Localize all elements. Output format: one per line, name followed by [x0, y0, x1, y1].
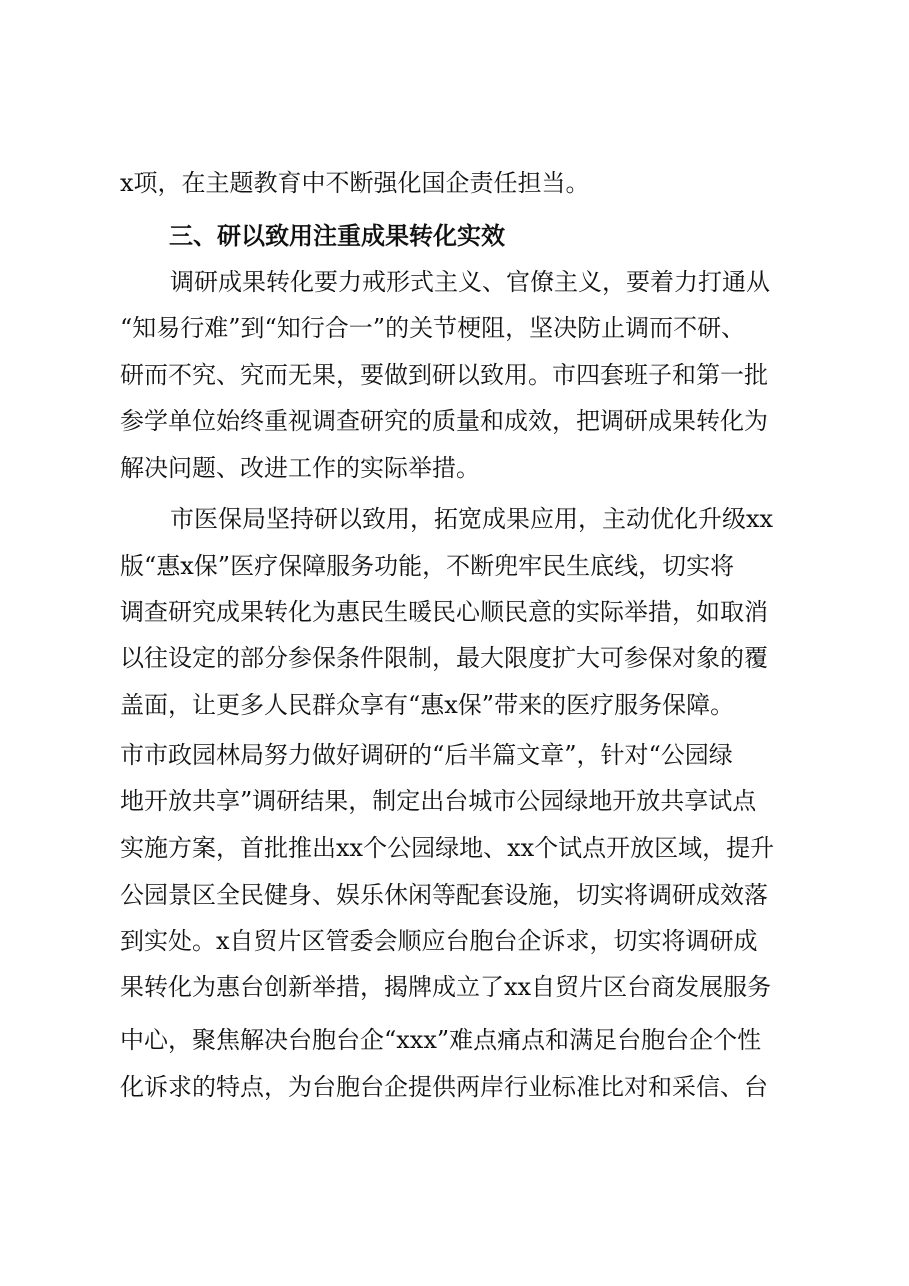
text-line-content: 市市政园林局努力做好调研的“后半篇文章”，针对“公园绿	[120, 741, 733, 769]
text-line-content: 市医保局坚持研以致用，拓宽成果应用，主动优化升级xx	[170, 505, 774, 533]
text-line-content: 中心，聚焦解决台胞台企“xxx”难点痛点和满足台胞台企个性	[120, 1026, 762, 1054]
text-line	[0, 163, 909, 203]
text-line	[0, 875, 909, 915]
text-line-content: 参学单位始终重视调查研究的质量和成效，把调研成果转化为	[120, 407, 768, 435]
text-line-content: “知易行难”到“知行合一”的关节梗阻，坚决防止调而不研、	[120, 314, 746, 342]
text-line	[0, 499, 909, 539]
text-line-content: 盖面，让更多人民群众享有“惠x保”带来的医疗服务保障。	[120, 691, 735, 719]
text-line-content: 实施方案，首批推出xx个公园绿地、xx个试点开放区域，提升	[120, 834, 775, 862]
text-line-content: 研而不究、究而无果，要做到研以致用。市四套班子和第一批	[120, 361, 768, 389]
text-line	[0, 1067, 909, 1107]
text-line	[0, 735, 909, 775]
text-line	[0, 355, 909, 395]
text-line	[0, 592, 909, 632]
section-heading	[0, 216, 909, 256]
text-line-content: 公园景区全民健身、娱乐休闲等配套设施，切实将调研成效落	[120, 881, 768, 909]
text-line-content: 地开放共享”调研结果，制定出台城市公园绿地开放共享试点	[120, 787, 757, 815]
text-line-content: 调研成果转化要力戒形式主义、官僚主义，要着力打通从	[170, 268, 770, 296]
text-line-content: 以往设定的部分参保条件限制，最大限度扩大可参保对象的覆	[120, 644, 768, 672]
text-line-content: 果转化为惠台创新举措，揭牌成立了xx自贸片区台商发展服务	[120, 973, 772, 1001]
text-line-content: 解决问题、改进工作的实际举措。	[120, 454, 480, 482]
text-line	[0, 546, 909, 586]
text-line	[0, 638, 909, 678]
text-line	[0, 448, 909, 488]
text-line	[0, 921, 909, 961]
section-heading-text: 三、研以致用注重成果转化实效	[169, 221, 505, 250]
text-line	[0, 1020, 909, 1060]
text-line-content: x项，在主题教育中不断强化国企责任担当。	[120, 169, 590, 197]
text-line-content: 版“惠x保”医疗保障服务功能，不断兜牢民生底线，切实将	[120, 552, 735, 580]
text-line	[0, 967, 909, 1007]
text-line	[0, 685, 909, 725]
text-line	[0, 401, 909, 441]
text-line	[0, 828, 909, 868]
text-line	[0, 262, 909, 302]
text-line	[0, 781, 909, 821]
text-line	[0, 308, 909, 348]
text-line-content: 到实处。x自贸片区管委会顺应台胞台企诉求，切实将调研成	[120, 927, 758, 955]
text-line-content: 化诉求的特点，为台胞台企提供两岸行业标准比对和采信、台	[120, 1073, 768, 1101]
text-line-content: 调查研究成果转化为惠民生暖民心顺民意的实际举措，如取消	[120, 598, 768, 626]
